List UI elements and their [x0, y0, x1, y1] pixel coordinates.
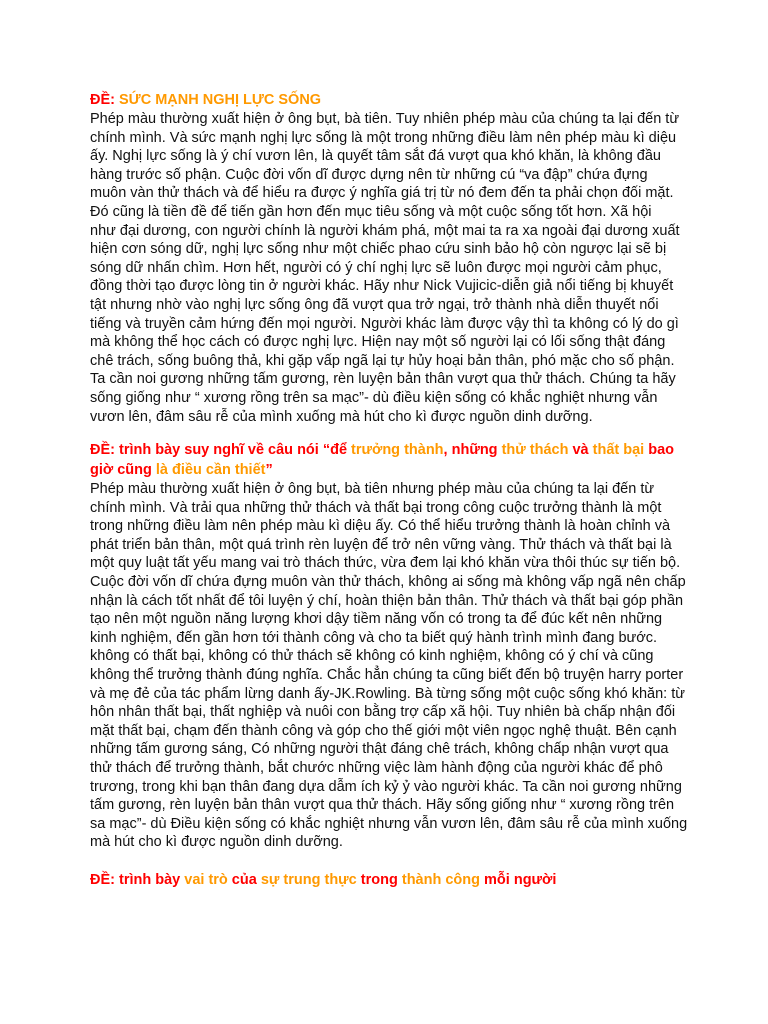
document-page [90, 90, 690, 904]
essay-section-2 [90, 440, 690, 852]
essay-heading-1: ĐỀ: SỨC MẠNH NGHỊ LỰC SỐNG [90, 92, 322, 108]
essay-heading-2: ĐỀ: trình bày suy nghĩ về câu nói “để trưởng thành, những thử thách và thất bại bao giờ cũng là điều cần thiết” [90, 442, 675, 479]
essay-section-3 [90, 870, 690, 890]
essay-heading-3: ĐỀ: trình bày vai trò của sự trung thực trong thành công mỗi người [90, 871, 557, 888]
essay-body-1: Phép màu thường xuất hiện ở ông bụt, bà tiên. Tuy nhiên phép màu của chúng ta lại đến từ chính mình. Và sức mạnh nghị lực sống là một trong những điều làm nên phép màu kì diệu ấy. Nghị lực sống là ý chí vươn lên, là quyết tâm sắt đá vượt qua khó khăn, là không đầu hàng trước số phận. Cuộc đời vốn dĩ được dựng nên từ những cú “va đập” chứa đựng muôn vàn thử thách và để hiểu ra được ý nghĩa giá trị từ nó đem đến ta phải chọn đối mặt. Đó cũng là tiền đề để tiến gần hơn đến mục tiêu sống và một cuộc sống tốt hơn. Xã hội như đại dương, con người chính là người khám phá, một mai ta ra xa ngoài đại dương xuất hiện cơn sóng dữ, nghị lực sống như một chiếc phao cứu sinh bảo hộ còn ngược lại sẽ bị sóng dữ nhấn chìm. Hơn hết, người có ý chí nghị lực sẽ luôn được mọi người cảm phục, đồng thời tạo được lòng tin ở người khác. Hãy như Nick Vujicic-diễn giả nổi tiếng bị khuyết tật nhưng nhờ vào nghị lực sống ông đã vượt qua trở ngại, trở thành nhà diễn thuyết nổi tiếng và truyền cảm hứng đến mọi người. Người khác làm được vậy thì ta không có lý do gì mà không thể học cách có được nghị lực. Hiện nay một số người lại có lối sống thật đáng chê trách, sống buông thả, khi gặp vấp ngã lại tự hủy hoại bản thân, phó mặc cho số phận. Ta cần noi gương những tấm gương, rèn luyện bản thân vượt qua thử thách. Chúng ta hãy sống giống như “ xương rồng trên sa mạc”- dù điều kiện sống có khắc nghiệt nhưng vẫn vươn lên, đâm sâu rễ của mình xuống mà hút cho kì được nguồn dinh dưỡng. [90, 111, 680, 425]
essay-body-2: Phép màu thường xuất hiện ở ông bụt, bà tiên nhưng phép màu của chúng ta lại đến từ chính mình. Và trải qua những thử thách và thất bại trong công cuộc trưởng thành là một trong những điều làm nên phép màu kì diệu ấy. Có thể hiểu trưởng thành là hoàn chỉnh và phát triển bản thân, một quá trình rèn luyện để trở nên vững vàng. Thử thách và thất bại là một quy luật tất yếu mang vai trò thách thức, vừa đem lại khó khăn vừa thôi thúc sự tiến bộ. Cuộc đời vốn dĩ chứa đựng muôn vàn thử thách, không ai sống mà không vấp ngã nên chấp nhận là cách tốt nhất để tôi luyện ý chí, hoàn thiện bản thân. Thử thách và thất bại góp phần tạo nên một nguồn năng lượng khơi dậy tiềm năng vốn có trong ta để đúc kết nên những kinh nghiệm, đến gần hơn tới thành công và cho ta biết quý hành trình mình đang bước. không có thất bại, không có thử thách sẽ không có kinh nghiệm, không có ý chí và cũng không thể trưởng thành đúng nghĩa. Chắc hẳn chúng ta cũng biết đến bộ truyện harry porter và mẹ đẻ của tác phẩm lừng danh ấy-JK.Rowling. Bà từng sống một cuộc sống khó khăn: từ hôn nhân thất bại, thất nghiệp và nuôi con bằng trợ cấp xã hội. Tuy nhiên bà chấp nhận đối mặt thất bại, chạm đến thành công và góp cho thế giới một viên ngọc nghệ thuật. Bên cạnh những tấm gương sáng, Có những người thật đáng chê trách, không chấp nhận vượt qua thử thách để trưởng thành, bắt chước những việc làm hành động của người khác để phô trương, trong khi bạn thân đang dựa dẫm ích kỷ ỷ vào người khác. Ta cần noi gương những tấm gương, rèn luyện bản thân vượt qua thử thách. Hãy sống giống như “ xương rồng trên sa mạc”- dù Điều kiện sống có khắc nghiệt nhưng vẫn vươn lên, đâm sâu rễ của mình xuống mà hút cho kì được nguồn dinh dưỡng. [90, 481, 688, 851]
essay-section-1 [90, 90, 690, 426]
